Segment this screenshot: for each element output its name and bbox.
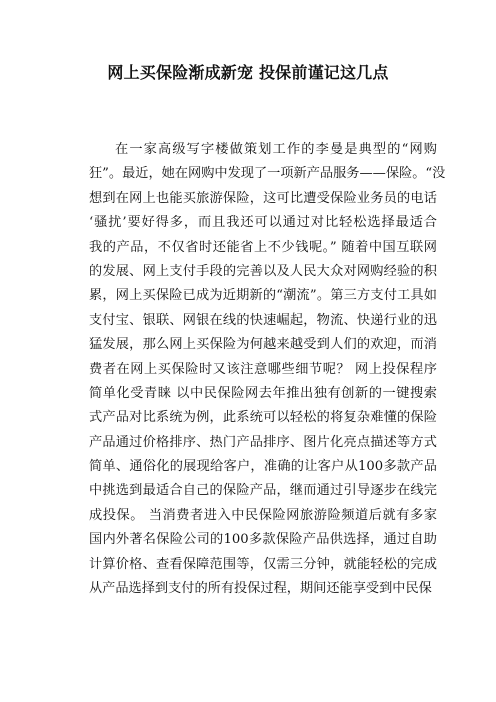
- body-line: 成投保。 当消费者进入中民保险网旅游险频道后就有多家: [89, 507, 437, 523]
- body-line: 我的产品，不仅省时还能省上不少钱呢。” 随着中国互联网: [89, 239, 437, 255]
- body-line: 想到在网上也能买旅游保险，这可比遭受保险业务员的电话: [89, 190, 437, 206]
- body-line: 费者在网上买保险时又该注意哪些细节呢？ 网上投保程序: [89, 361, 437, 377]
- document-title: 网上买保险渐成新宠 投保前谨记这几点: [107, 63, 389, 82]
- document-body: [89, 138, 446, 601]
- body-line: 在一家高级写字楼做策划工作的李曼是典型的“网购: [115, 142, 437, 157]
- body-line: 从产品选择到支付的所有投保过程，期间还能享受到中民保: [89, 581, 432, 597]
- body-line: 简单化受青睐 以中民保险网去年推出独有创新的一键搜索: [89, 385, 437, 401]
- body-line: 产品通过价格排序、热门产品排序、图片化亮点描述等方式: [89, 434, 437, 450]
- body-line: 简单、通俗化的展现给客户，准确的让客户从100多款产品: [89, 459, 437, 475]
- body-line: 支付宝、银联、网银在线的快速崛起，物流、快递行业的迅: [89, 312, 437, 328]
- body-line: 中挑选到最适合自己的保险产品，继而通过引导逐步在线完: [89, 483, 437, 499]
- body-line: ‘骚扰’要好得多，而且我还可以通过对比轻松选择最适合: [89, 215, 437, 231]
- body-line: 猛发展，那么网上买保险为何越来越受到人们的欢迎，而消: [89, 337, 437, 353]
- body-line: 狂”。最近，她在网购中发现了一项新产品服务——保险。“没: [89, 166, 446, 182]
- body-line: 式产品对比系统为例，此系统可以轻松的将复杂难懂的保险: [89, 410, 437, 426]
- body-line: 的发展、网上支付手段的完善以及人民大众对网购经验的积: [89, 263, 437, 279]
- body-line: 累，网上买保险已成为近期新的“潮流”。第三方支付工具如: [89, 288, 437, 304]
- body-line: 国内外著名保险公司的100多款保险产品供选择，通过自助: [89, 532, 437, 548]
- body-line: 计算价格、查看保障范围等，仅需三分钟，就能轻松的完成: [89, 556, 437, 572]
